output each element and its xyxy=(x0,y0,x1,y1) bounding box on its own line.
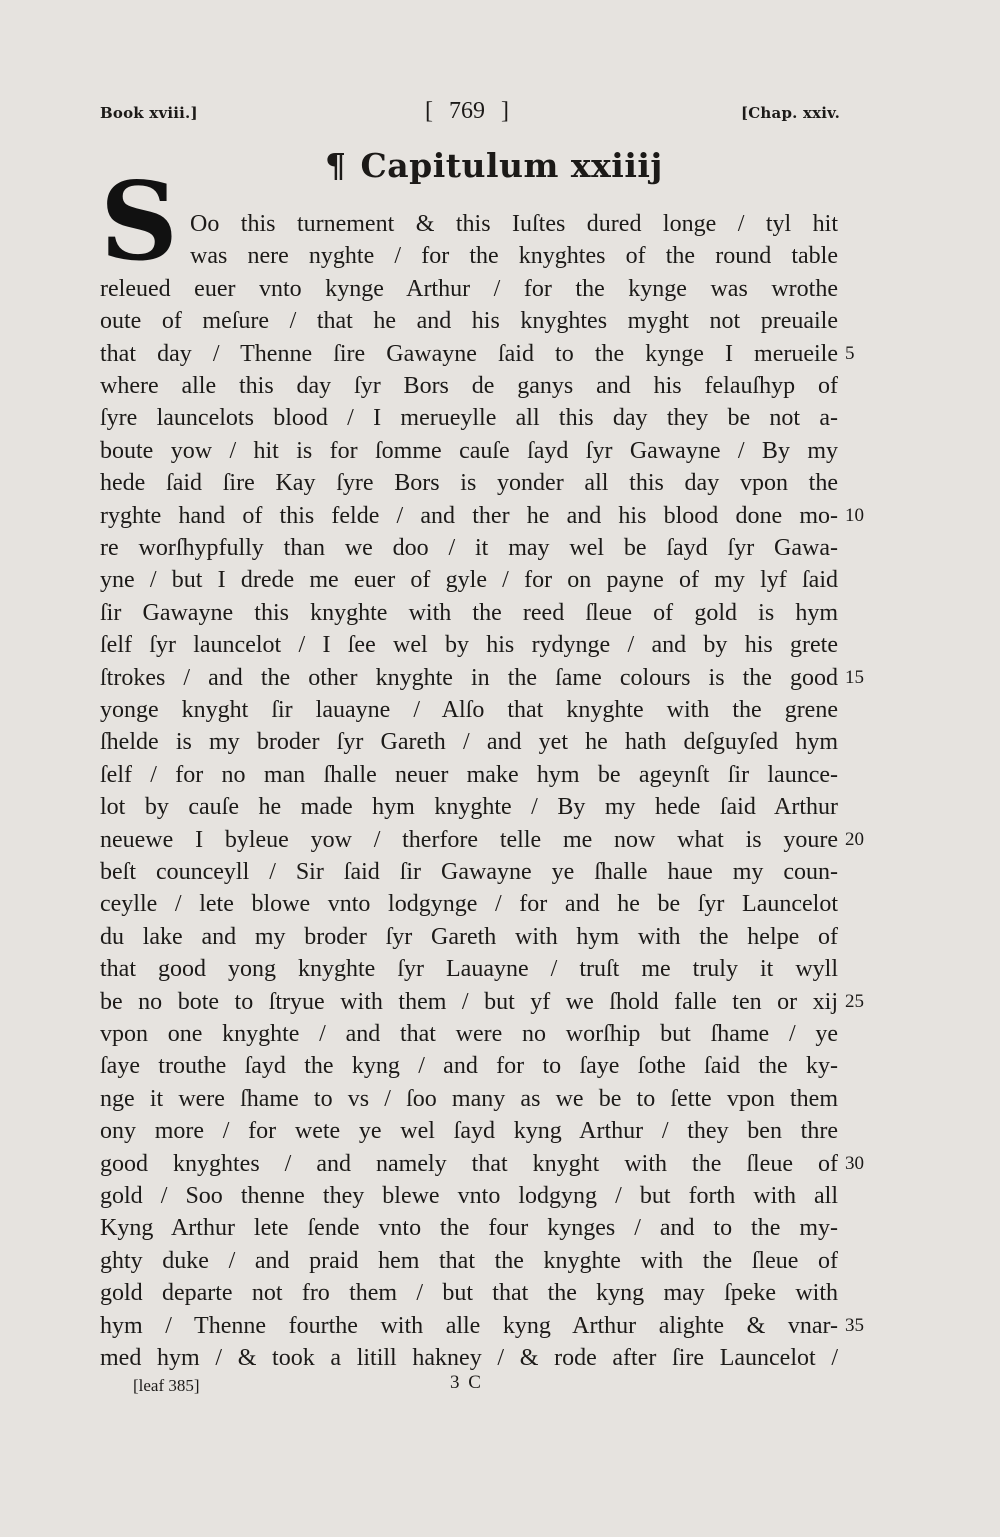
text-line: hede ſaid ſire Kay ſyre Bors is yonder all this day vpon the xyxy=(100,470,838,496)
text-line: du lake and my broder ſyr Gareth with hym with the helpe of xyxy=(100,924,838,950)
line-number: 10 xyxy=(845,505,864,526)
text-line: ſelf ſyr launcelot / I ſee wel by his rydynge / and by his grete xyxy=(100,632,838,658)
text-line: gold departe not fro them / but that the kyng may ſpeke with xyxy=(100,1280,838,1306)
text-line: ony more / for wete ye wel ſayd kyng Arthur / they ben thre xyxy=(100,1118,838,1144)
page-number: [ 769 ] xyxy=(425,98,509,124)
chapter-heading xyxy=(325,146,663,185)
text-line: that good yong knyghte ſyr Lauayne / truſt me truly it wyll xyxy=(100,956,838,982)
text-line: ſyre launcelots blood / I merueylle all this day they be not a- xyxy=(100,405,838,431)
text-line: ſtrokes / and the other knyghte in the ſame colours is the good xyxy=(100,665,838,691)
text-line: hym / Thenne fourthe with alle kyng Arthur alighte & vnar- xyxy=(100,1313,838,1339)
text-line: ſhelde is my broder ſyr Gareth / and yet he hath deſguyſed hym xyxy=(100,729,838,755)
text-line: lot by cauſe he made hym knyghte / By my hede ſaid Arthur xyxy=(100,794,838,820)
running-head-chapter: [Chap. xxiv. xyxy=(740,104,840,122)
line-number: 15 xyxy=(845,667,864,688)
text-line: ryghte hand of this felde / and ther he and his blood done mo- xyxy=(100,503,838,529)
drop-cap-initial: S xyxy=(100,159,178,285)
line-number: 30 xyxy=(845,1153,864,1174)
text-line: ghty duke / and praid hem that the knyghte with the ſleue of xyxy=(100,1248,838,1274)
leaf-note: [leaf 385] xyxy=(133,1376,200,1395)
line-number: 35 xyxy=(845,1315,864,1336)
text-line: ſir Gawayne this knyghte with the reed ſleue of gold is hym xyxy=(100,600,838,626)
text-line: be no bote to ſtryue with them / but yf we ſhold falle ten or xij xyxy=(100,989,838,1015)
text-line: yonge knyght ſir lauayne / Alſo that knyghte with the grene xyxy=(100,697,838,723)
text-line: ceylle / lete blowe vnto lodgynge / for and he be ſyr Launcelot xyxy=(100,891,838,917)
text-line: boute yow / hit is for ſomme cauſe ſayd ſyr Gawayne / By my xyxy=(100,438,838,464)
text-line: yne / but I drede me euer of gyle / for on payne of my lyf ſaid xyxy=(100,567,838,593)
running-head-book: Book xviii.] xyxy=(100,104,198,122)
line-number: 20 xyxy=(845,829,864,850)
text-line: was nere nyghte / for the knyghtes of the round table xyxy=(190,243,838,269)
text-line: beſt counceyll / Sir ſaid ſir Gawayne ye ſhalle haue my coun- xyxy=(100,859,838,885)
signature-mark: 3 C xyxy=(450,1372,483,1393)
text-line: re worſhypfully than we doo / it may wel be ſayd ſyr Gawa- xyxy=(100,535,838,561)
text-line: ſelf / for no man ſhalle neuer make hym be ageynſt ſir launce- xyxy=(100,762,838,788)
text-line: gold / Soo thenne they blewe vnto lodgyng / but forth with all xyxy=(100,1183,838,1209)
chapter-title: Capitulum xxiiij xyxy=(360,146,663,185)
text-line: neuewe I byleue yow / therfore telle me now what is youre xyxy=(100,827,838,853)
text-line: that day / Thenne ſire Gawayne ſaid to the kynge I merueile xyxy=(100,341,838,367)
text-line: good knyghtes / and namely that knyght with the ſleue of xyxy=(100,1151,838,1177)
line-number: 5 xyxy=(845,343,855,364)
running-head xyxy=(100,98,840,134)
text-line: where alle this day ſyr Bors de ganys and his felauſhyp of xyxy=(100,373,838,399)
text-line: Kyng Arthur lete ſende vnto the four kynges / and to the my- xyxy=(100,1215,838,1241)
text-line: Oo this turnement & this Iuſtes dured longe / tyl hit xyxy=(190,211,838,237)
text-line: nge it were ſhame to vs / ſoo many as we be to ſette vpon them xyxy=(100,1086,838,1112)
text-line: releued euer vnto kynge Arthur / for the kynge was wrothe xyxy=(100,276,838,302)
text-line: ſaye trouthe ſayd the kyng / and for to ſaye ſothe ſaid the ky- xyxy=(100,1053,838,1079)
text-line: med hym / & took a litill hakney / & rode after ſire Launcelot / xyxy=(100,1345,838,1371)
pilcrow-mark: ¶ xyxy=(325,146,347,185)
text-line: vpon one knyghte / and that were no worſhip but ſhame / ye xyxy=(100,1021,838,1047)
line-number: 25 xyxy=(845,991,864,1012)
text-line: oute of meſure / that he and his knyghtes myght not preuaile xyxy=(100,308,838,334)
